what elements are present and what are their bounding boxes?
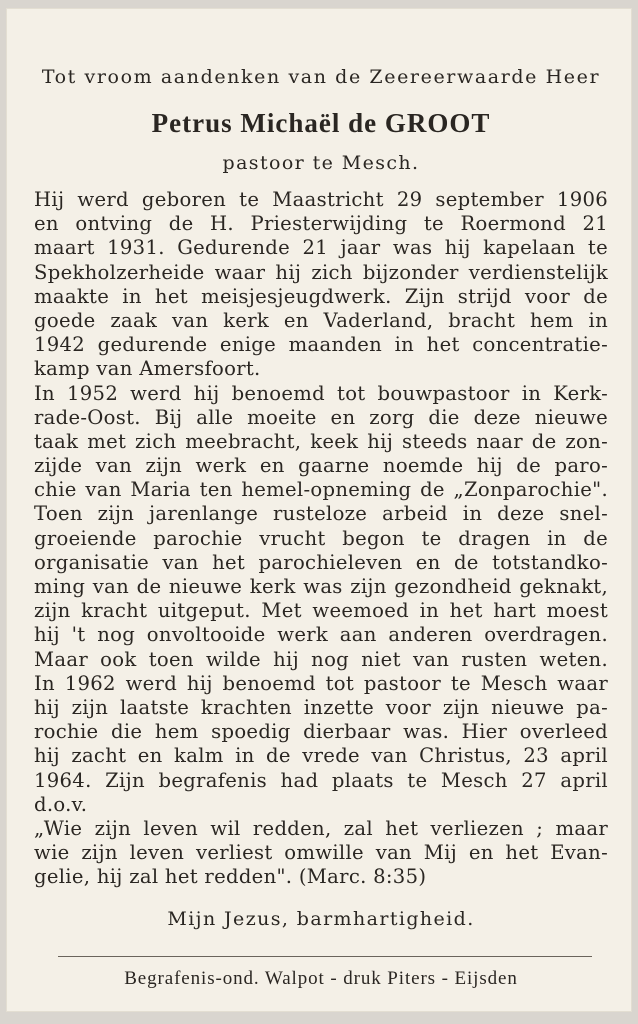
text-line: gelie, hij zal het redden". (Marc. 8:35) bbox=[34, 865, 427, 889]
text-line: organisatie van het parochieleven en de totstandko- bbox=[34, 550, 608, 574]
text-line: In 1952 werd hij benoemd tot bouwpastoor in Kerk- bbox=[34, 381, 608, 405]
text-line: rade-Oost. Bij alle moeite en zorg die deze nieuwe bbox=[34, 405, 608, 429]
text-line: wie zijn leven verliest omwille van Mij en het Evan- bbox=[34, 841, 608, 865]
text-line: hij zijn laatste krachten inzette voor zijn nieuwe pa- bbox=[34, 695, 608, 719]
text-line: goede zaak van kerk en Vaderland, bracht hem in bbox=[34, 308, 608, 332]
text-line: „Wie zijn leven wil redden, zal het verliezen ; maar bbox=[34, 816, 608, 840]
deceased-title: pastoor te Mesch. bbox=[222, 152, 420, 174]
biography-text bbox=[34, 188, 608, 889]
text-line: ming van de nieuwe kerk was zijn gezondheid geknakt, bbox=[34, 575, 608, 598]
memorial-card bbox=[6, 8, 632, 1012]
text-line: In 1962 werd hij benoemd tot pastoor te Mesch waar bbox=[34, 671, 608, 695]
text-line: Toen zijn jarenlange rusteloze arbeid in deze snel- bbox=[34, 502, 608, 526]
printer-credit: Begrafenis-ond. Walpot - druk Piters - Eijsden bbox=[124, 968, 518, 989]
text-line: 1942 gedurende enige maanden in het concentratie- bbox=[34, 333, 608, 357]
text-line: 1964. Zijn begrafenis had plaats te Mesch 27 april bbox=[34, 768, 608, 792]
text-line: Maar ook toen wilde hij nog niet van rusten weten. bbox=[34, 647, 608, 671]
divider-line bbox=[58, 956, 592, 957]
text-line: en ontving de H. Priesterwijding te Roermond 21 bbox=[34, 212, 608, 236]
text-line: Hij werd geboren te Maastricht 29 september 1906 bbox=[34, 188, 608, 211]
text-line: rochie die hem spoedig dierbaar was. Hier overleed bbox=[34, 720, 608, 744]
closing-prayer: Mijn Jezus, barmhartigheid. bbox=[167, 908, 475, 930]
deceased-name: Petrus Michaël de GROOT bbox=[151, 108, 491, 138]
text-line: Spekholzerheide waar hij zich bijzonder verdienstelijk bbox=[34, 260, 608, 284]
text-line: kamp van Amersfoort. bbox=[34, 357, 261, 381]
text-line: hij zacht en kalm in de vrede van Christus, 23 april bbox=[34, 744, 608, 768]
text-line: hij 't nog onvoltooide werk aan anderen overdragen. bbox=[34, 623, 608, 647]
text-line: maakte in het meisjesjeugdwerk. Zijn strijd voor de bbox=[34, 284, 608, 308]
text-line: zijde van zijn werk en gaarne noemde hij de paro- bbox=[34, 454, 608, 478]
text-line: maart 1931. Gedurende 21 jaar was hij kapelaan te bbox=[34, 236, 608, 260]
text-line: taak met zich meebracht, keek hij steeds naar de zon- bbox=[34, 429, 608, 453]
text-line: zijn kracht uitgeput. Met weemoed in het hart moest bbox=[34, 599, 608, 623]
text-line: d.o.v. bbox=[34, 792, 88, 816]
text-line: chie van Maria ten hemel-opneming de „Zonparochie". bbox=[34, 478, 608, 502]
card-heading: Tot vroom aandenken van de Zeereerwaarde Heer bbox=[41, 66, 601, 88]
text-line: groeiende parochie vrucht begon te dragen in de bbox=[34, 526, 608, 550]
